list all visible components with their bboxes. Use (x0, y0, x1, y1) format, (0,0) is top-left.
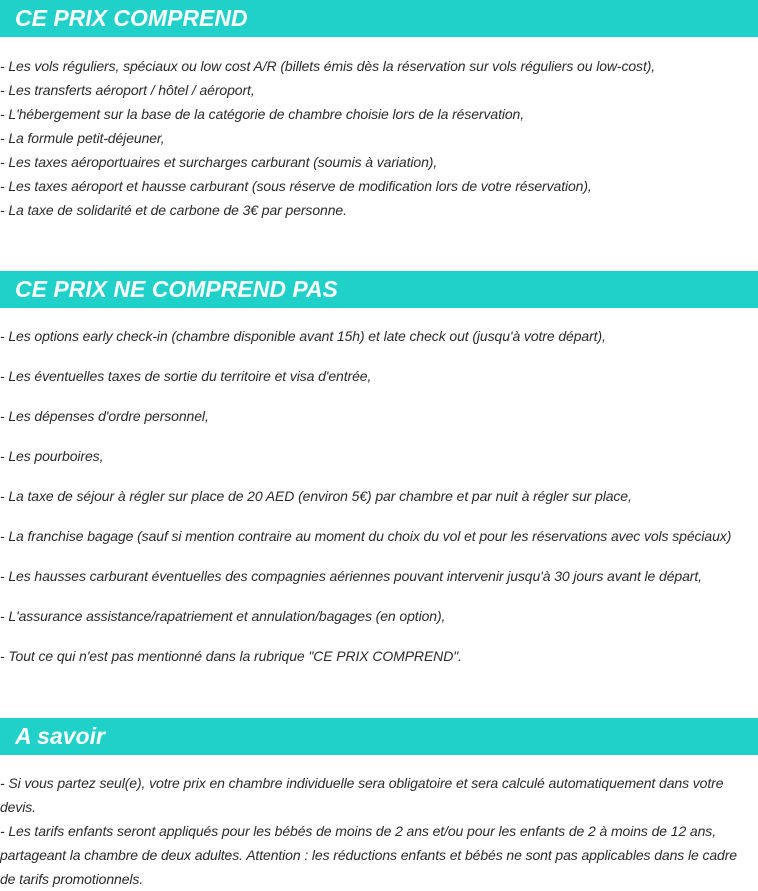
good-to-know-list (0, 755, 758, 891)
list-item: - Les options early check-in (chambre disponible avant 15h) et late check out (jusqu'à votre départ), (0, 328, 606, 344)
list-item: - Les tarifs enfants seront appliqués pour les bébés de moins de 2 ans et/ou pour les enfants de 2 à moins de 12 ans, partageant la chambre de deux adultes. Attention : les réductions enfants et bébés ne sont pas applicables dans le cadre de tarifs promotionnels. (0, 823, 737, 887)
section-good-to-know (0, 718, 758, 891)
list-item: - Les transferts aéroport / hôtel / aéroport, (0, 82, 255, 98)
list-item: - Les hausses carburant éventuelles des compagnies aériennes pouvant intervenir jusqu'à 30 jours avant le départ, (0, 568, 702, 584)
list-item: - La franchise bagage (sauf si mention contraire au moment du choix du vol et pour les réservations avec vols spéciaux) (0, 528, 732, 544)
list-item: - Si vous partez seul(e), votre prix en chambre individuelle sera obligatoire et sera calculé automatiquement dans votre devis. (0, 775, 724, 815)
section-title-included: CE PRIX COMPREND (0, 0, 758, 37)
list-item: - L'assurance assistance/rapatriement et annulation/bagages (en option), (0, 608, 446, 624)
included-list (0, 37, 758, 222)
section-not-included (0, 271, 758, 684)
list-item: - Les taxes aéroport et hausse carburant (sous réserve de modification lors de votre réservation), (0, 178, 592, 194)
list-item: - L'hébergement sur la base de la catégorie de chambre choisie lors de la réservation, (0, 106, 525, 122)
list-item: - Les taxes aéroportuaires et surcharges carburant (soumis à variation), (0, 154, 438, 170)
not-included-list (0, 308, 758, 668)
list-item: - La formule petit-déjeuner, (0, 130, 165, 146)
list-item: - La taxe de solidarité et de carbone de 3€ par personne. (0, 202, 347, 218)
list-item: - Les dépenses d'ordre personnel, (0, 408, 209, 424)
list-item: - La taxe de séjour à régler sur place de 20 AED (environ 5€) par chambre et par nuit à régler sur place, (0, 488, 632, 504)
section-title-good-to-know: A savoir (0, 718, 758, 755)
list-item: - Les vols réguliers, spéciaux ou low cost A/R (billets émis dès la réservation sur vols réguliers ou low-cost), (0, 58, 656, 74)
list-item: - Les éventuelles taxes de sortie du territoire et visa d'entrée, (0, 368, 372, 384)
section-included (0, 0, 758, 222)
list-item: - Les pourboires, (0, 448, 104, 464)
list-item: - Tout ce qui n'est pas mentionné dans la rubrique "CE PRIX COMPREND". (0, 648, 462, 664)
section-title-not-included: CE PRIX NE COMPREND PAS (0, 271, 758, 308)
